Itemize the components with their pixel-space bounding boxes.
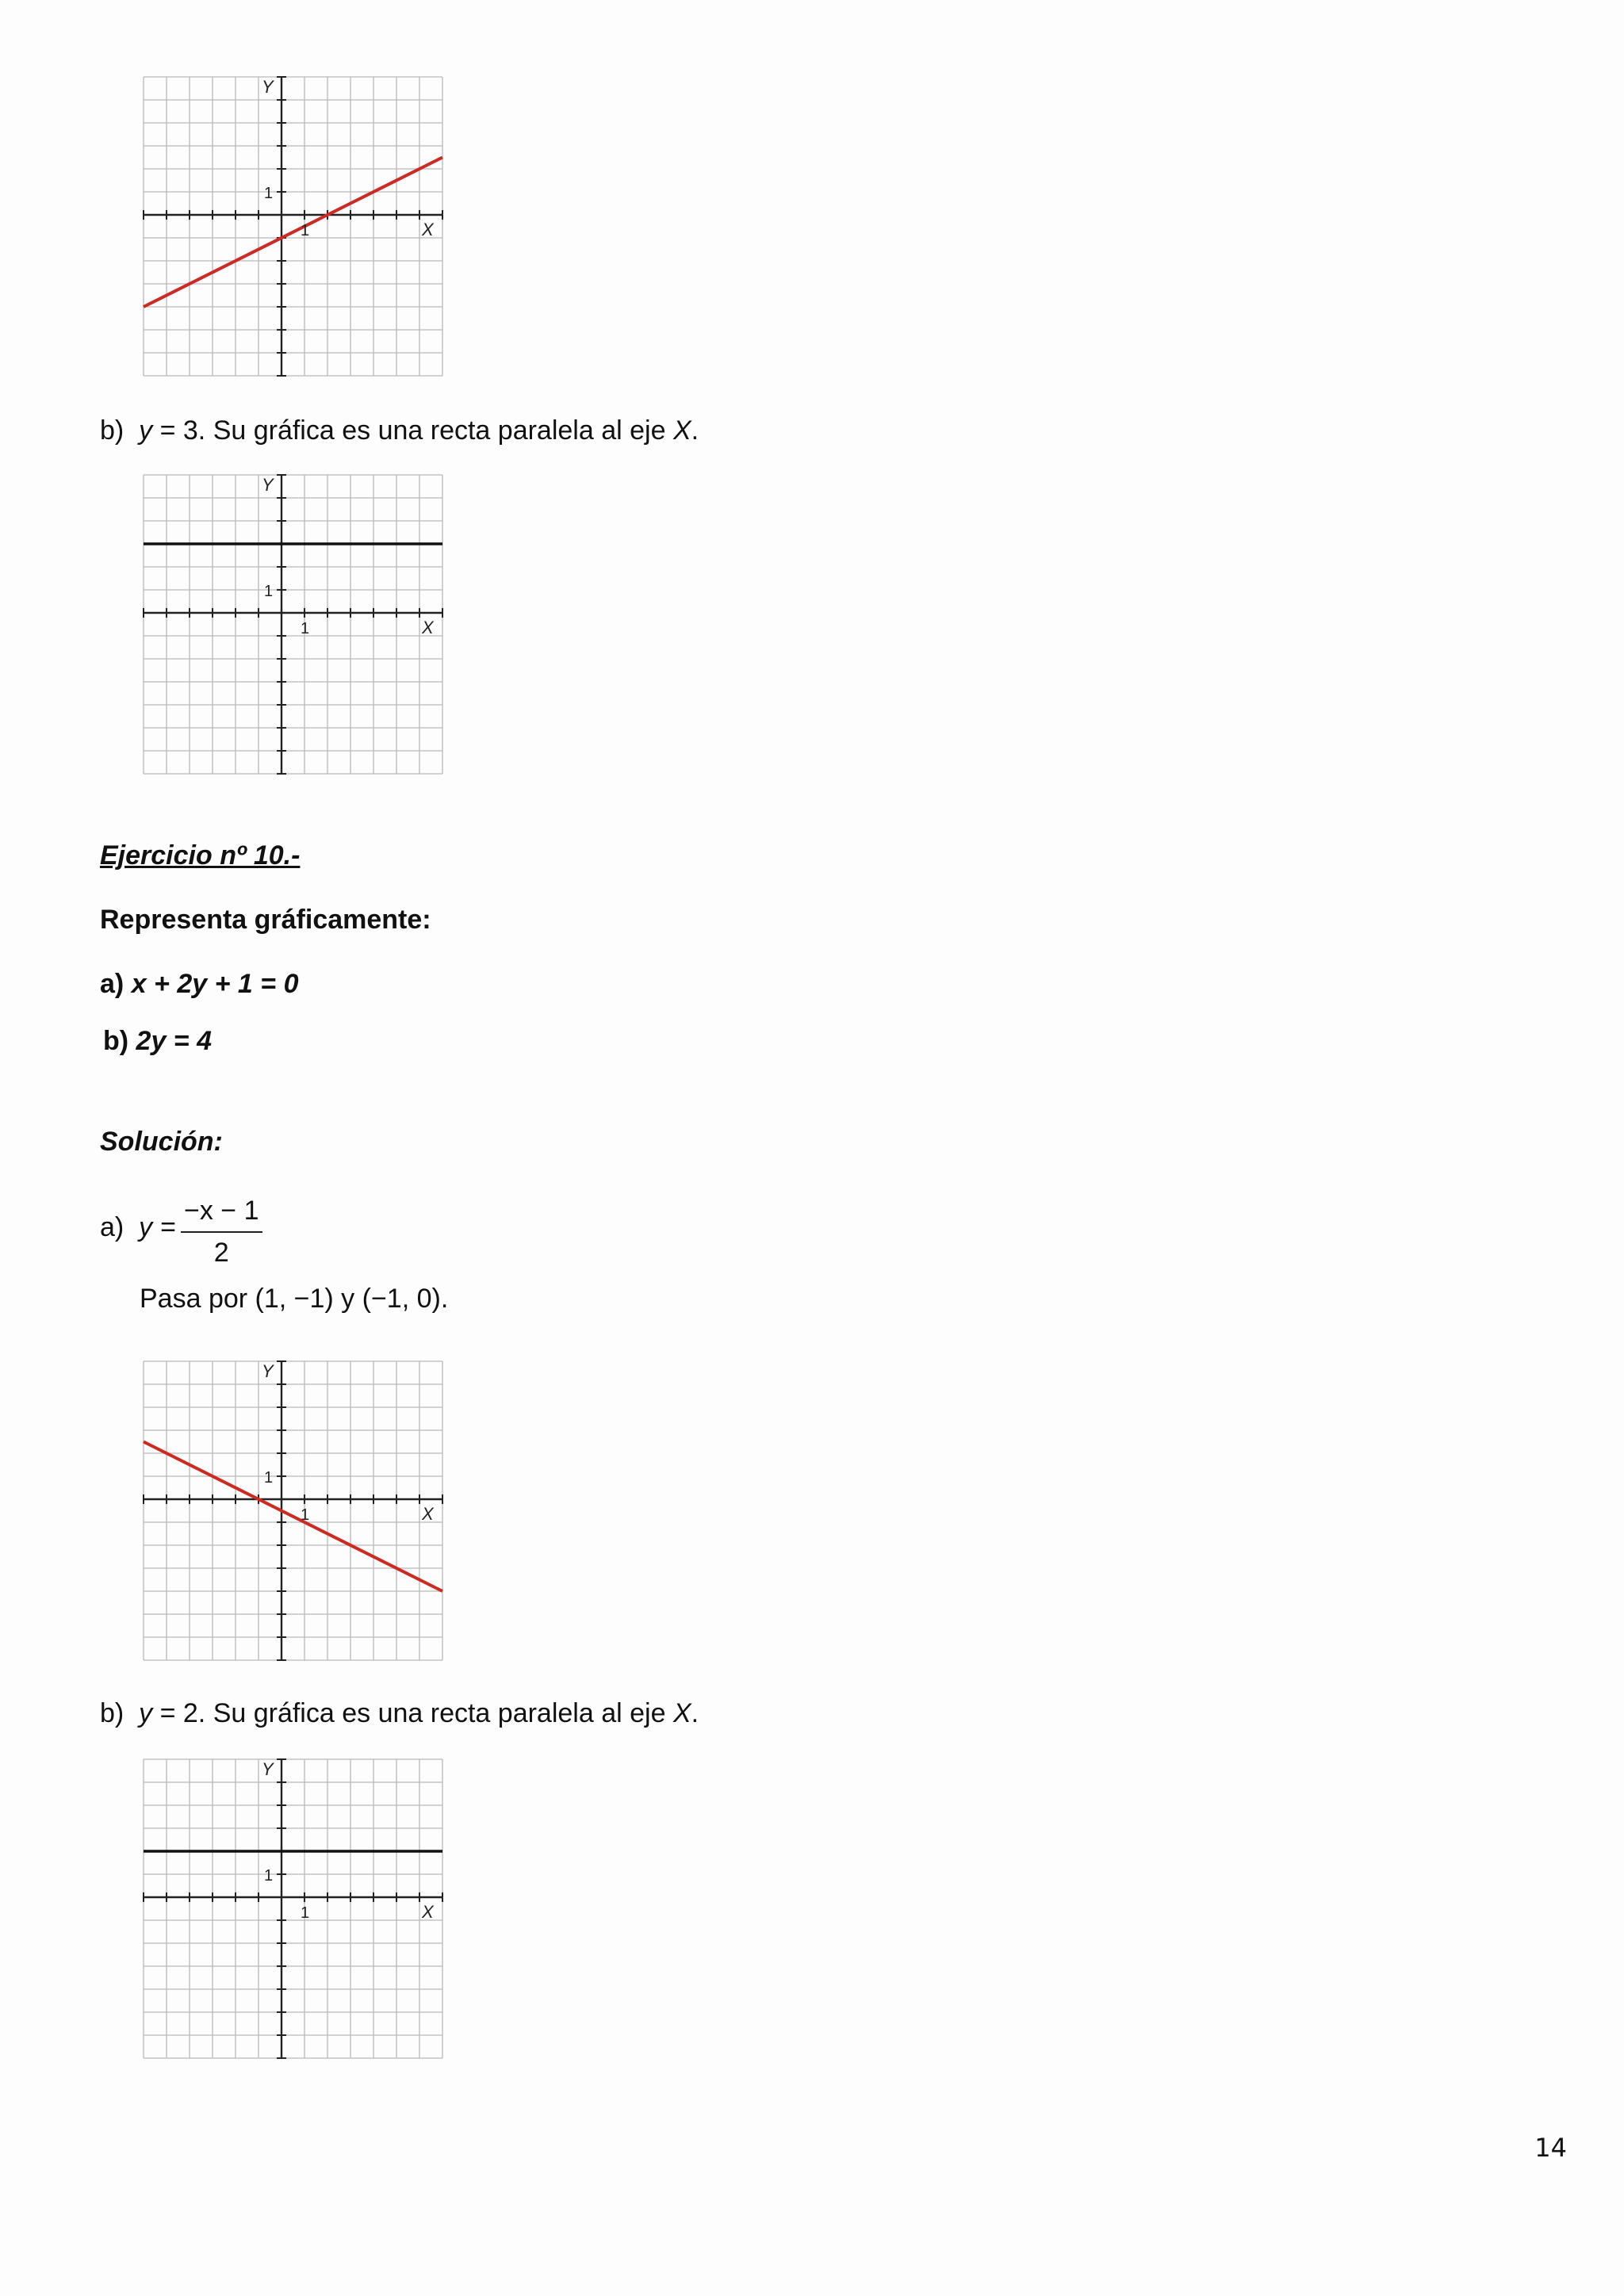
answer-b-line: b) y = 3. Su gráfica es una recta paralela al eje X. xyxy=(100,415,699,446)
x-tick-label-one: 1 xyxy=(301,620,310,637)
y-axis-label: Y xyxy=(262,77,274,97)
exercise-instruction: Representa gráficamente: xyxy=(100,905,431,935)
graph-3 xyxy=(143,1360,446,1663)
y-tick-label-one: 1 xyxy=(264,583,274,600)
plot-line xyxy=(144,158,442,308)
x-axis-label: X xyxy=(422,1504,434,1524)
x-axis-label: X xyxy=(422,220,434,239)
y-axis-label: Y xyxy=(262,1759,274,1779)
x-tick-label-one: 1 xyxy=(301,1506,310,1524)
exercise-title: Ejercicio nº 10.- xyxy=(100,840,301,871)
graph-2-svg xyxy=(143,474,443,775)
x-tick-label-one: 1 xyxy=(301,1904,310,1922)
y-tick-label-one: 1 xyxy=(264,1469,274,1487)
graph-1 xyxy=(143,76,446,379)
solution-a-label: a) y = xyxy=(100,1212,176,1242)
exercise-item-a: a) x + 2y + 1 = 0 xyxy=(100,969,299,999)
y-axis-label: Y xyxy=(262,475,274,495)
solution-a-fraction: $\frac{-x - 1}{2}$ xyxy=(181,1196,262,1269)
x-tick-label-one: 1 xyxy=(301,222,310,239)
solution-b-line: b) y = 2. Su gráfica es una recta paralela al eje X. xyxy=(100,1698,699,1728)
graph-3-svg xyxy=(143,1360,443,1661)
y-tick-label-one: 1 xyxy=(264,185,274,202)
exercise-item-b: b) 2y = 4 xyxy=(103,1026,213,1056)
x-axis-label: X xyxy=(422,618,434,637)
y-axis-label: Y xyxy=(262,1361,274,1381)
page-number: 14 xyxy=(1534,2133,1567,2163)
graph-1-svg xyxy=(143,76,443,377)
graph-4-svg xyxy=(143,1758,443,2059)
x-axis-label: X xyxy=(422,1902,434,1922)
plot-line xyxy=(144,1442,442,1592)
y-tick-label-one: 1 xyxy=(264,1867,274,1885)
solution-a-points: Pasa por (1, −1) y (−1, 0). xyxy=(140,1284,449,1314)
graph-2 xyxy=(143,474,446,777)
graph-4 xyxy=(143,1758,446,2061)
solution-title: Solución: xyxy=(100,1127,223,1157)
